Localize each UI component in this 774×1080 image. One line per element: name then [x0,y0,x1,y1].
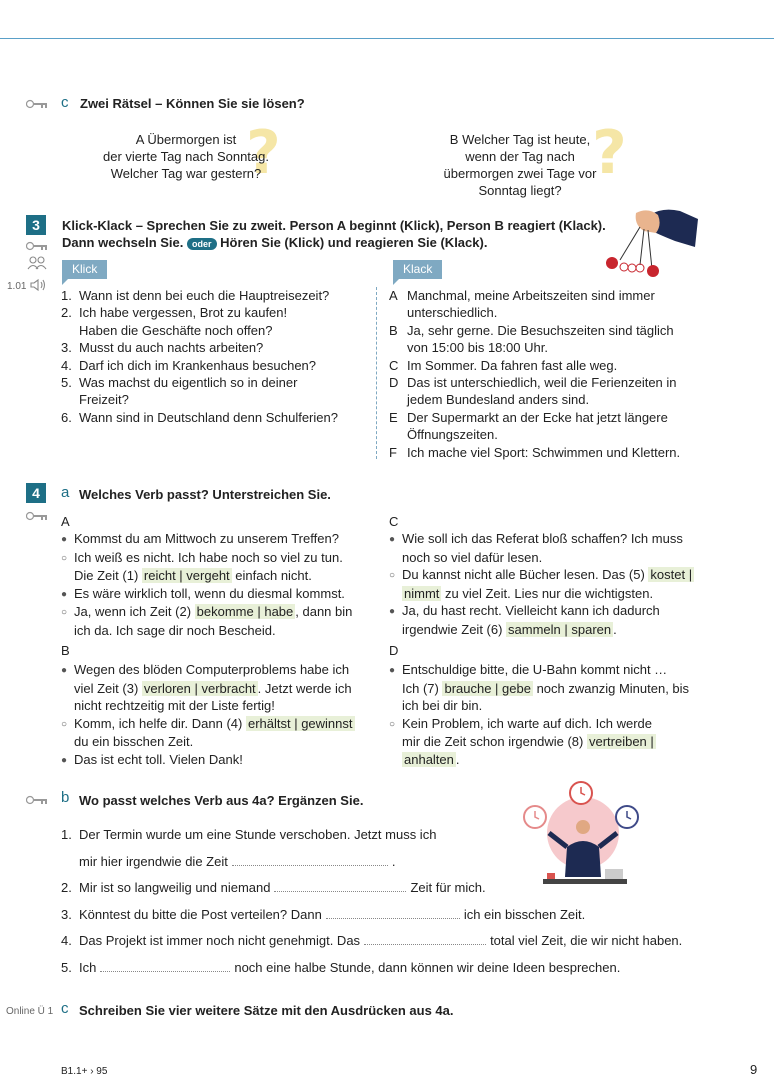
dialogue-a [61,530,381,639]
text-part: . Jetzt werde ich [257,680,352,696]
dialogue-text [74,567,312,585]
speaker-bullet: ● [389,665,396,676]
verb-choice[interactable]: erhältst | gewinnst [247,715,353,731]
section-letter-c: c [61,94,69,111]
speaker-bullet: ● [389,606,396,617]
key-icon [26,99,48,109]
item-text: Ja, sehr gerne. Die Besuchszeiten sind täglich [407,322,674,338]
speaker-bullet [389,585,402,603]
dialogue-line [61,549,381,568]
dialogue-text [402,661,667,680]
exercise-4a-instruction: Welches Verb passt? Unterstreichen Sie. [79,487,331,502]
klack-list [389,287,719,461]
text-part: Es wäre wirklich toll, wenn du diesmal kommst. [74,585,345,601]
oder-badge: oder [187,238,217,250]
dialogue-c [389,530,719,638]
dialogue-text [74,585,345,604]
speaker-bullet: ● [61,534,68,545]
dialogue-text [402,733,656,751]
section-letter-a: a [61,484,70,501]
item-text: Was machst du eigentlich so in deiner [79,375,298,391]
item-text: Mir ist so langweilig und niemand [79,880,271,895]
dialogue-line [389,680,719,698]
speaker-bullet [61,697,74,715]
list-item [389,374,719,409]
item-text: Wann sind in Deutschland denn Schulferien? [79,409,338,425]
item-number: 5. [61,960,72,975]
item-number: 5. [61,375,72,391]
speaker-bullet: ○ [389,718,396,730]
item-text: Freizeit? [79,392,129,408]
speaker-bullet: ● [61,754,68,766]
online-exercise-ref: Online Ü 1 [6,1006,54,1017]
section-letter-b: b [61,789,70,806]
item-text: Im Sommer. Da fahren fast alle weg. [407,357,618,373]
text-part: noch so viel dafür lesen. [402,549,543,565]
dialogue-line [61,585,381,604]
item-text: Zeit für mich. [410,880,486,895]
speaker-bullet: ○ [61,718,68,730]
item-text: Wann ist denn bei euch die Hauptreisezeit? [79,288,330,303]
page-number: 9 [750,1062,758,1077]
dialogue-label-a: A [61,514,70,529]
list-item [61,339,361,356]
item-text: Haben die Geschäfte noch offen? [79,322,273,338]
speaker-bullet [389,680,402,698]
verb-choice[interactable]: kostet | [650,567,693,582]
dialogue-text [74,751,243,770]
question-mark-graphic: ? [592,118,627,188]
exercise-4b-instruction: Wo passt welches Verb aus 4a? Ergänzen Sie. [79,793,364,808]
text-part: . [613,621,617,637]
speaker-bullet: ○ [61,552,68,564]
dialogue-line [389,751,719,769]
verb-choice[interactable]: reicht | vergeht [143,568,230,583]
riddle-b-line: übermorgen zwei Tage vor [443,166,597,181]
speaker-bullet [61,567,74,585]
list-item [61,374,361,409]
footer-reference: B1.1+ › 95 [61,1066,108,1077]
item-text: Das ist unterschiedlich, weil die Ferienzeiten in [407,375,677,391]
riddle-a-line: A Übermorgen ist [135,132,237,147]
dialogue-line [61,697,381,715]
dialogue-line [389,733,719,751]
dialogue-line [389,715,719,734]
dialogue-text [74,697,275,715]
dialogue-line [61,622,381,640]
dialogue-text [74,549,343,568]
text-part: Wie soll ich das Referat bloß schaffen? Ich muss [402,531,683,546]
instruction-part: Dann wechseln Sie. [62,235,184,250]
dialogue-line [61,603,381,622]
answer-blank[interactable] [232,856,388,866]
speaker-bullet: ○ [61,607,68,618]
verb-choice[interactable]: bekomme | habe [196,604,294,619]
answer-blank[interactable] [364,935,486,945]
dialogue-b [61,661,381,769]
riddle-a-line: Welcher Tag war gestern? [110,166,262,181]
item-text: unterschiedlich. [407,305,498,321]
pair-work-icon [27,256,47,273]
dialogue-line [61,567,381,585]
text-part: Das ist echt toll. Vielen Dank! [74,751,243,767]
dialogue-line [389,661,719,680]
verb-choice[interactable]: sammeln | sparen [508,621,612,637]
text-part: nicht rechtzeitig mit der Liste fertig! [74,698,275,713]
item-letter: E [389,409,398,425]
text-part: irgendwie Zeit (6) [402,621,507,637]
item-text: Könntest du bitte die Post verteilen? Dann [79,907,322,922]
instruction-part: Hören Sie (Klick) und reagieren Sie (Klack). [220,235,488,250]
text-part: noch zwanzig Minuten, bis [532,680,690,696]
dialogue-text [402,530,683,549]
time-juggler-illustration [513,775,653,896]
item-number: 3. [61,907,72,922]
column-divider [376,287,377,459]
audio-track-number: 1.01 [7,281,27,292]
speaker-bullet [389,733,402,751]
list-item [61,357,361,374]
text-part: Ich (7) [402,680,443,696]
fill-in-item [61,827,436,842]
item-letter: A [389,288,398,303]
exercise-3-instruction-line2 [62,235,487,250]
dialogue-text [402,602,660,621]
item-letter: F [389,444,397,460]
dialogue-line [389,621,719,639]
newtons-cradle-illustration [600,205,704,283]
list-item [61,287,361,304]
text-part: Du kannst nicht alle Bücher lesen. Das (5) [402,567,649,582]
item-number: 1. [61,288,72,303]
dialogue-text [402,697,482,715]
speaker-bullet: ● [61,665,68,676]
dialogue-text [74,715,355,734]
dialogue-text [402,621,617,639]
klack-label: Klack [393,260,442,279]
exercise-number-3: 3 [26,215,46,235]
text-part: mir die Zeit schon irgendwie (8) [402,734,587,749]
key-icon [26,511,48,521]
speaker-bullet: ● [389,534,396,545]
verb-choice[interactable]: brauche | gebe [444,680,531,696]
speaker-bullet [389,549,402,567]
item-number: 4. [61,357,72,373]
item-letter: D [389,375,399,391]
speaker-bullet [389,697,402,715]
fill-in-item [61,854,395,869]
dialogue-line [61,661,381,680]
riddle-heading: Zwei Rätsel – Können Sie sie lösen? [80,96,305,111]
item-text: noch eine halbe Stunde, dann können wir deine Ideen besprechen. [234,960,621,975]
section-letter-c: c [61,1000,69,1017]
dialogue-line [389,530,719,549]
item-text: Ich mache viel Sport: Schwimmen und Klettern. [407,444,681,460]
item-text: Darf ich dich im Krankenhaus besuchen? [79,357,317,373]
riddle-b-line: wenn der Tag nach [465,149,575,164]
speaker-bullet: ● [61,588,68,600]
dialogue-label-c: C [389,514,399,529]
dialogue-d [389,661,719,768]
text-part: Die Zeit (1) [74,568,142,583]
item-text: jedem Bundesland anders sind. [407,392,590,408]
list-item [389,287,719,322]
item-text: ich ein bisschen Zeit. [463,907,586,922]
speaker-bullet: ○ [389,570,396,581]
dialogue-text [402,585,653,603]
item-letter: C [389,357,399,373]
item-text: von 15:00 bis 18:00 Uhr. [407,340,548,356]
text-part: Wegen des blöden Computerproblems habe ich [74,662,350,677]
klick-list [61,287,361,426]
item-text: . [391,854,396,869]
key-icon [26,795,48,805]
answer-blank[interactable] [100,962,230,972]
list-item [389,444,719,461]
key-icon [26,241,48,251]
verb-choice[interactable]: vertreiben | [588,734,654,749]
dialogue-line [61,715,381,734]
text-part: Kommst du am Mittwoch zu unserem Treffen? [74,531,339,546]
text-part: einfach nicht. [231,568,312,583]
dialogue-line [61,751,381,770]
text-part: viel Zeit (3) [74,680,142,696]
text-part: Komm, ich helfe dir. Dann (4) [74,715,246,731]
question-mark-graphic: ? [246,118,281,188]
riddle-b-line: B Welcher Tag ist heute, [449,132,591,147]
riddle-b [430,131,610,199]
dialogue-text [402,715,652,734]
item-text: Das Projekt ist immer noch nicht genehmigt. Das [79,933,361,948]
dialogue-text [402,751,460,769]
item-text: Ich [79,960,97,975]
dialogue-text [74,733,193,751]
exercise-3-instruction-line1: Klick-Klack – Sprechen Sie zu zweit. Person A beginnt (Klick), Person B reagiert (Klack). [62,218,606,233]
dialogue-text [74,680,352,698]
riddle-a-line: der vierte Tag nach Sonntag. [103,149,269,164]
dialogue-text [74,603,352,622]
item-text: Der Supermarkt an der Ecke hat jetzt längere [407,409,668,425]
verb-choice[interactable]: anhalten [404,751,454,767]
klick-label: Klick [62,260,107,279]
item-text: Manchmal, meine Arbeitszeiten sind immer [407,288,655,303]
exercise-number-4: 4 [26,483,46,503]
audio-icon[interactable] [30,278,48,295]
exercise-4c-instruction: Schreiben Sie vier weitere Sätze mit den Ausdrücken aus 4a. [79,1003,454,1018]
item-number: 2. [61,305,72,321]
fill-in-item [61,907,585,922]
dialogue-line [389,602,719,621]
list-item [389,357,719,374]
list-item [389,322,719,357]
item-number: 6. [61,409,72,425]
fill-in-item [61,960,620,975]
item-text: mir hier irgendwie die Zeit [79,854,228,869]
item-text: Ich habe vergessen, Brot zu kaufen! [79,305,288,321]
item-letter: B [389,322,398,338]
list-item [389,409,719,444]
item-number: 1. [61,827,72,842]
item-text: total viel Zeit, die wir nicht haben. [490,933,683,948]
speaker-bullet [61,622,74,640]
text-part: zu viel Zeit. Lies nur die wichtigsten. [441,585,654,601]
list-item [61,409,361,426]
speaker-bullet [389,751,402,769]
speaker-bullet [389,621,402,639]
dialogue-line [389,566,719,585]
text-part: Kein Problem, ich warte auf dich. Ich werde [402,715,653,731]
dialogue-label-b: B [61,643,70,658]
top-divider [0,38,774,39]
text-part: Ich weiß es nicht. Ich habe noch so viel zu tun. [74,549,343,565]
dialogue-line [61,733,381,751]
speaker-bullet [61,680,74,698]
speaker-bullet [61,733,74,751]
dialogue-line [389,585,719,603]
dialogue-text [74,661,349,680]
dialogue-text [402,680,689,698]
text-part: du ein bisschen Zeit. [74,734,194,749]
item-text: Musst du auch nachts arbeiten? [79,340,264,356]
verb-choice[interactable]: nimmt [404,585,440,601]
fill-in-item [61,880,486,895]
dialogue-text [402,566,694,585]
item-number: 3. [61,340,72,356]
text-part: Entschuldige bitte, die U-Bahn kommt nicht … [402,662,668,677]
verb-choice[interactable]: verloren | verbracht [143,680,256,696]
item-number: 2. [61,880,72,895]
list-item [61,304,361,339]
dialogue-line [389,549,719,567]
dialogue-line [61,680,381,698]
dialogue-text [74,622,276,640]
dialogue-line [61,530,381,549]
riddle-a [96,131,276,182]
item-text: Der Termin wurde um eine Stunde verschoben. Jetzt muss ich [79,827,437,842]
text-part: ich da. Ich sage dir noch Bescheid. [74,622,276,638]
text-part: ich bei dir bin. [402,698,483,713]
item-text: Öffnungszeiten. [407,427,498,443]
dialogue-text [402,549,542,567]
answer-blank[interactable] [274,882,406,892]
text-part: , dann bin [295,604,353,619]
riddle-b-line: Sonntag liegt? [478,183,562,198]
answer-blank[interactable] [326,909,460,919]
text-part: . [455,751,460,767]
dialogue-line [389,697,719,715]
text-part: Ja, du hast recht. Vielleicht kann ich dadurch [402,603,660,618]
fill-in-item [61,933,682,948]
dialogue-text [74,530,339,549]
dialogue-label-d: D [389,643,399,658]
item-number: 4. [61,933,72,948]
text-part: Ja, wenn ich Zeit (2) [74,604,195,619]
